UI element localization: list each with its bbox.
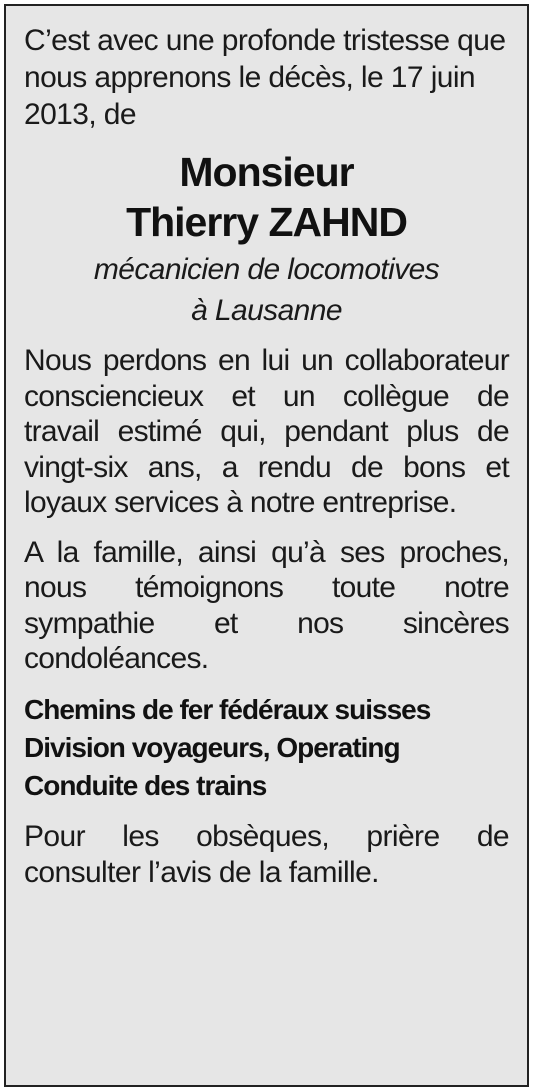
signature-department: Conduite des trains — [24, 769, 267, 801]
intro-text: C’est avec une profonde tristesse que nous apprenons le décès, le 17 juin 2013, de — [24, 24, 506, 131]
signature-division: Division voyageurs, Operating — [24, 731, 400, 763]
tribute-paragraph: Nous perdons en lui un collaborateur consciencieux et un collègue de travail estimé qui, pendant plus de vingt-six ans, a rendu de bons et loyaux services à notre entreprise. — [24, 344, 509, 519]
obituary-notice — [4, 4, 529, 1087]
signature-block — [24, 691, 509, 805]
signature-organization: Chemins de fer fédéraux suisses — [24, 693, 431, 725]
condolence-paragraph: A la famille, ainsi qu’à ses proches, nous témoignons toute notre sympathie et nos sincères condoléances. — [24, 535, 509, 675]
deceased-name: Thierry ZAHND — [126, 199, 407, 245]
funeral-note: Pour les obsèques, prière de consulter l’avis de la famille. — [24, 819, 509, 889]
deceased-location: à Lausanne — [191, 294, 342, 327]
deceased-title: Monsieur — [179, 149, 354, 195]
deceased-role: mécanicien de locomotives — [93, 253, 440, 286]
deceased-block — [24, 147, 509, 329]
